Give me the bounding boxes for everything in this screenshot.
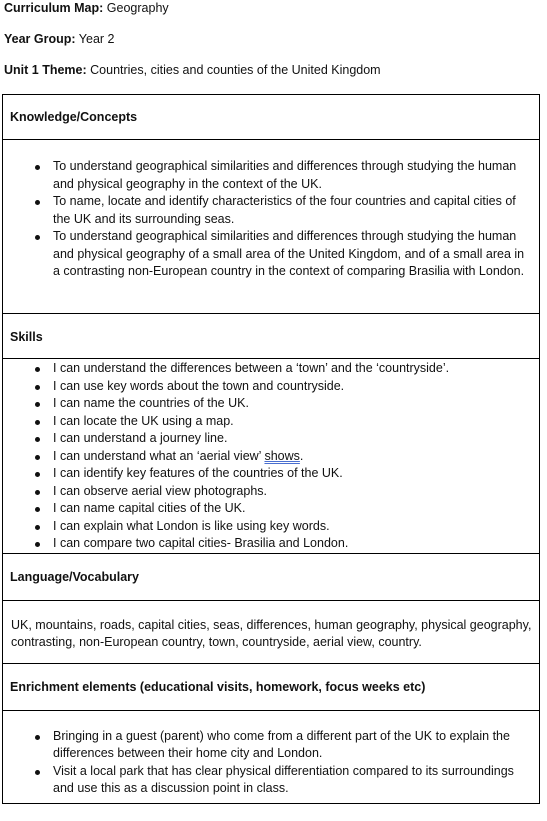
enrichment-list	[3, 711, 539, 798]
shows-word: shows	[264, 448, 300, 463]
list-item: To understand geographical similarities and differences through studying the human and physical geography in the context of the UK.	[3, 158, 539, 193]
list-item: I can identify key features of the countries of the UK.	[3, 465, 539, 483]
curriculum-map-value: Geography	[106, 1, 169, 15]
list-item: I can understand the differences between a ‘town’ and the ‘countryside’.	[3, 360, 539, 378]
list-item: I can compare two capital cities- Brasilia and London.	[3, 535, 539, 553]
year-group-line	[4, 31, 114, 49]
vocabulary-body-cell	[3, 600, 540, 663]
knowledge-header-cell	[3, 95, 540, 140]
list-item: I can locate the UK using a map.	[3, 413, 539, 431]
skills-header-cell	[3, 314, 540, 359]
unit-theme-value: Countries, cities and counties of the United Kingdom	[90, 63, 381, 77]
list-item: I can observe aerial view photographs.	[3, 483, 539, 501]
unit-theme-label: Unit 1 Theme:	[4, 63, 87, 77]
knowledge-list	[3, 140, 539, 281]
vocabulary-header-cell	[3, 553, 540, 600]
enrichment-title: Enrichment elements (educational visits, homework, focus weeks etc)	[10, 679, 426, 694]
list-item: I can use key words about the town and countryside.	[3, 378, 539, 396]
skills-body-cell	[3, 359, 540, 554]
skills-title: Skills	[10, 330, 43, 344]
knowledge-body-cell	[3, 140, 540, 314]
list-item: I can understand a journey line.	[3, 430, 539, 448]
list-item: I can name capital cities of the UK.	[3, 500, 539, 518]
list-item: Visit a local park that has clear physical differentiation compared to its surroundings and use this as a discussion point in class.	[3, 763, 539, 798]
unit-theme-line	[4, 62, 381, 80]
aerial-view-suffix: .	[299, 448, 304, 463]
aerial-view-text: I can understand what an ‘aerial view’	[53, 448, 265, 463]
knowledge-title: Knowledge/Concepts	[10, 110, 138, 124]
curriculum-table	[2, 94, 540, 804]
skills-list	[3, 359, 539, 553]
vocabulary-title: Language/Vocabulary	[10, 569, 139, 584]
enrichment-header-cell	[3, 663, 540, 710]
year-group-label: Year Group:	[4, 32, 76, 46]
list-item: I can name the countries of the UK.	[3, 395, 539, 413]
list-item: Bringing in a guest (parent) who come from a different part of the UK to explain the differences between their home city and London.	[3, 728, 539, 763]
list-item: To understand geographical similarities and differences through studying the human and physical geography of a small area of the United Kingdom, and of a small area in a contrasting non-European country in the context of comparing Brasilia with London.	[3, 228, 539, 281]
curriculum-map-label: Curriculum Map:	[4, 1, 104, 15]
enrichment-body-cell	[3, 710, 540, 803]
vocabulary-text: UK, mountains, roads, capital cities, seas, differences, human geography, physical geography, contrasting, non-European country, town, countryside, aerial view, country.	[11, 617, 532, 649]
list-item-aerial-view	[3, 448, 539, 466]
list-item: To name, locate and identify characteristics of the four countries and capital cities of the UK and its surrounding seas.	[3, 193, 539, 228]
list-item: I can explain what London is like using key words.	[3, 518, 539, 536]
year-group-value: Year 2	[78, 32, 115, 46]
curriculum-map-line	[4, 0, 169, 18]
